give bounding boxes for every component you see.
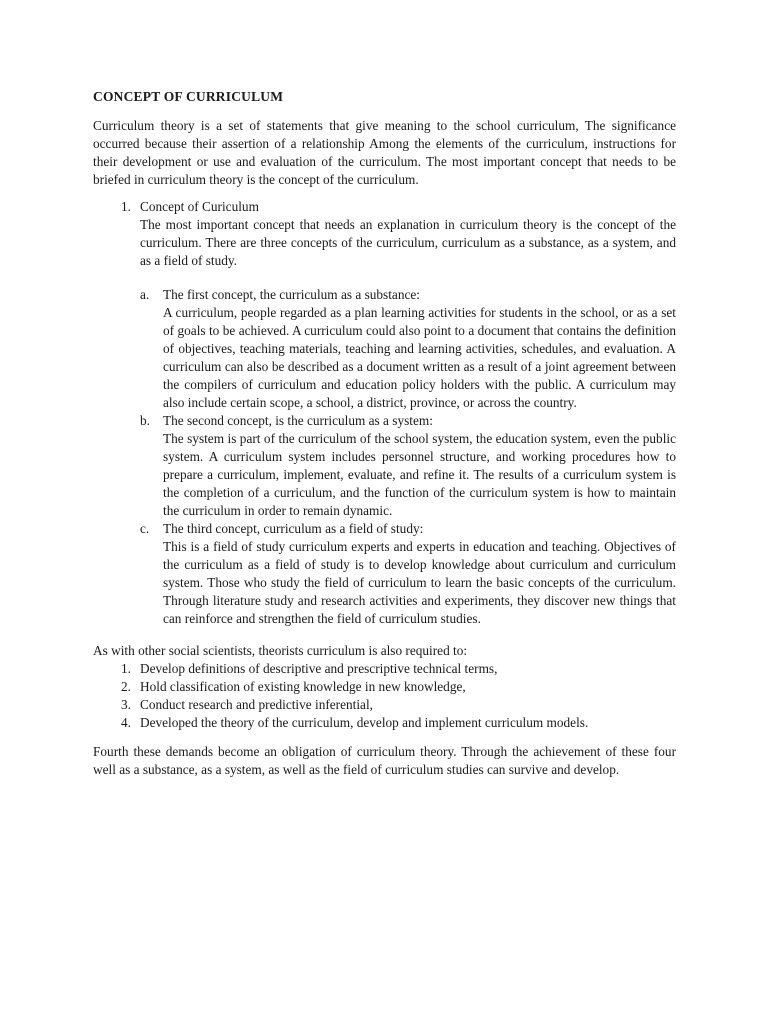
concept-body [163,286,676,412]
concept-heading: The second concept, is the curriculum as a system: [163,413,433,428]
list-item [93,696,676,714]
concept-list [140,286,676,628]
section-number: 1. [121,199,131,214]
section-body [140,198,676,628]
list-number: 4. [121,715,131,730]
list-item-text: Develop definitions of descriptive and prescriptive technical terms, [140,661,498,676]
conclusion-paragraph: Fourth these demands become an obligation of curriculum theory. Through the achievement of these four well as a substance, as a system, as well as the field of curriculum studies can survive and develop. [93,744,676,777]
concept-heading: The third concept, curriculum as a field of study: [163,521,424,536]
concept-item-system [140,412,676,520]
list-item-text: Hold classification of existing knowledge in new knowledge, [140,679,466,694]
concept-paragraph: The system is part of the curriculum of the school system, the education system, even the public system. A curriculum system includes personnel structure, and working procedures how to prepare a curriculum, implement, evaluate, and refine it. The results of a curriculum system is the completion of a curriculum, and the function of the curriculum system is how to maintain the curriculum in order to remain dynamic. [163,431,676,518]
concept-paragraph: A curriculum, people regarded as a plan learning activities for students in the school, or as a set of goals to be achieved. A curriculum could also point to a document that contains the definition of objectives, teaching materials, teaching and learning activities, schedules, and evaluation. A curriculum can also be described as a document written as a result of a joint agreement between the compilers of curriculum and education policy holders with the public. A curriculum may also include certain scope, a school, a district, province, or across the country. [163,305,676,410]
list-letter: c. [140,521,150,536]
list-number: 3. [121,697,131,712]
concept-body [163,412,676,520]
section-heading: Concept of Curiculum [140,199,259,214]
requirements-intro: As with other social scientists, theorists curriculum is also required to: [93,643,468,658]
page-title: CONCEPT OF CURRICULUM [93,89,284,104]
list-item-text: Conduct research and predictive inferential, [140,697,373,712]
section-paragraph: The most important concept that needs an explanation in curriculum theory is the concept of the curriculum. There are three concepts of the curriculum, curriculum as a substance, as a system, and as a field of study. [140,217,676,268]
concept-item-field-of-study [140,520,676,628]
section-concept-of-curriculum [93,198,676,628]
list-item [93,660,676,678]
list-item [93,678,676,696]
intro-paragraph: Curriculum theory is a set of statements that give meaning to the school curriculum, The significance occurred because their assertion of a relationship Among the elements of the curriculum, instructions for their development or use and evaluation of the curriculum. The most important concept that needs to be briefed in curriculum theory is the concept of the curriculum. [93,118,676,187]
list-letter: a. [140,287,150,302]
list-number: 2. [121,679,131,694]
concept-item-substance [140,286,676,412]
list-item [93,714,676,732]
concept-heading: The first concept, the curriculum as a substance: [163,287,420,302]
requirements-list [93,660,676,732]
list-number: 1. [121,661,131,676]
list-letter: b. [140,413,150,428]
concept-paragraph: This is a field of study curriculum experts and experts in education and teaching. Objectives of the curriculum as a field of study is to develop knowledge about curriculum and curriculum system. Those who study the field of curriculum to learn the basic concepts of the curriculum. Through literature study and research activities and experiments, they discover new things that can reinforce and strengthen the field of curriculum studies. [163,539,676,626]
concept-body [163,520,676,628]
list-item-text: Developed the theory of the curriculum, develop and implement curriculum models. [140,715,589,730]
